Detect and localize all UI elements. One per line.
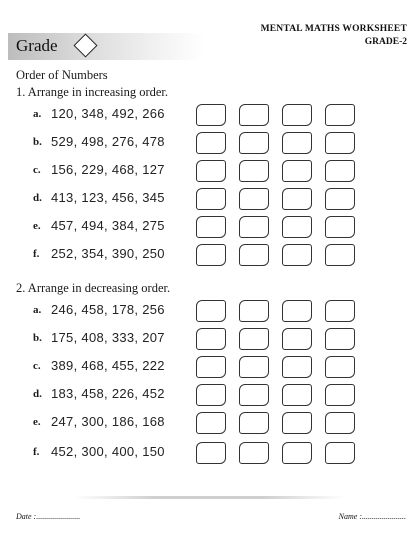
worksheet-grade: GRADE-2	[364, 37, 407, 47]
answer-box[interactable]	[282, 412, 312, 434]
answer-box[interactable]	[325, 442, 355, 464]
answer-box[interactable]	[325, 132, 355, 154]
section-2-row-f	[0, 440, 420, 468]
answer-box[interactable]	[325, 356, 355, 378]
answer-box[interactable]	[325, 244, 355, 266]
section-1-row-d	[0, 186, 420, 214]
date-field: Date :......................	[16, 512, 81, 521]
row-letter: d.	[33, 388, 42, 400]
row-numbers: 413, 123, 456, 345	[51, 190, 165, 205]
row-numbers: 183, 458, 226, 452	[51, 386, 165, 401]
row-numbers: 389, 468, 455, 222	[51, 358, 165, 373]
answer-box[interactable]	[239, 300, 269, 322]
answer-box[interactable]	[325, 188, 355, 210]
answer-box[interactable]	[282, 160, 312, 182]
answer-box[interactable]	[282, 442, 312, 464]
answer-box[interactable]	[282, 300, 312, 322]
answer-box[interactable]	[196, 300, 226, 322]
row-numbers: 246, 458, 178, 256	[51, 302, 165, 317]
answer-box[interactable]	[196, 104, 226, 126]
answer-box[interactable]	[196, 244, 226, 266]
row-numbers: 457, 494, 384, 275	[51, 218, 165, 233]
section-1-row-e	[0, 214, 420, 242]
answer-box[interactable]	[282, 244, 312, 266]
row-letter: d.	[33, 192, 42, 204]
section-2-heading: 2. Arrange in decreasing order.	[16, 281, 171, 295]
answer-box[interactable]	[282, 104, 312, 126]
section-1-heading: 1. Arrange in increasing order.	[16, 85, 169, 99]
section-2-row-d	[0, 382, 420, 410]
topic-title: Order of Numbers	[16, 68, 108, 82]
row-letter: f.	[33, 446, 40, 458]
answer-box[interactable]	[325, 328, 355, 350]
row-letter: b.	[33, 332, 42, 344]
answer-box[interactable]	[239, 356, 269, 378]
answer-box[interactable]	[239, 442, 269, 464]
row-letter: a.	[33, 108, 42, 120]
answer-box[interactable]	[196, 188, 226, 210]
row-numbers: 452, 300, 400, 150	[51, 444, 165, 459]
answer-box[interactable]	[196, 442, 226, 464]
footer-divider	[74, 496, 344, 499]
section-1-row-c	[0, 158, 420, 186]
name-field: Name :......................	[338, 512, 406, 521]
answer-box[interactable]	[325, 384, 355, 406]
row-numbers: 175, 408, 333, 207	[51, 330, 165, 345]
answer-box[interactable]	[282, 132, 312, 154]
answer-box[interactable]	[282, 216, 312, 238]
answer-box[interactable]	[282, 356, 312, 378]
row-letter: c.	[33, 164, 41, 176]
grade-label: Grade	[16, 36, 58, 55]
answer-box[interactable]	[325, 412, 355, 434]
answer-box[interactable]	[196, 216, 226, 238]
answer-box[interactable]	[325, 300, 355, 322]
row-letter: f.	[33, 248, 40, 260]
answer-box[interactable]	[325, 160, 355, 182]
row-numbers: 529, 498, 276, 478	[51, 134, 165, 149]
answer-box[interactable]	[239, 216, 269, 238]
row-numbers: 247, 300, 186, 168	[51, 414, 165, 429]
answer-box[interactable]	[239, 244, 269, 266]
section-2-row-c	[0, 354, 420, 382]
row-letter: a.	[33, 304, 42, 316]
section-2-row-a	[0, 298, 420, 326]
row-letter: e.	[33, 416, 41, 428]
answer-box[interactable]	[282, 384, 312, 406]
section-1-row-f	[0, 242, 420, 270]
answer-box[interactable]	[196, 356, 226, 378]
row-letter: c.	[33, 360, 41, 372]
answer-box[interactable]	[282, 328, 312, 350]
section-2-row-e	[0, 410, 420, 438]
answer-box[interactable]	[239, 104, 269, 126]
answer-box[interactable]	[239, 328, 269, 350]
answer-box[interactable]	[196, 384, 226, 406]
row-letter: b.	[33, 136, 42, 148]
row-numbers: 156, 229, 468, 127	[51, 162, 165, 177]
row-numbers: 252, 354, 390, 250	[51, 246, 165, 261]
answer-box[interactable]	[325, 104, 355, 126]
answer-box[interactable]	[239, 384, 269, 406]
worksheet-title: MENTAL MATHS WORKSHEET	[260, 24, 407, 34]
section-1-row-b	[0, 130, 420, 158]
answer-box[interactable]	[325, 216, 355, 238]
section-2-row-b	[0, 326, 420, 354]
answer-box[interactable]	[196, 328, 226, 350]
answer-box[interactable]	[239, 132, 269, 154]
answer-box[interactable]	[282, 188, 312, 210]
answer-box[interactable]	[239, 160, 269, 182]
answer-box[interactable]	[196, 132, 226, 154]
row-letter: e.	[33, 220, 41, 232]
section-1-row-a	[0, 102, 420, 130]
answer-box[interactable]	[196, 412, 226, 434]
answer-box[interactable]	[196, 160, 226, 182]
answer-box[interactable]	[239, 188, 269, 210]
answer-box[interactable]	[239, 412, 269, 434]
row-numbers: 120, 348, 492, 266	[51, 106, 165, 121]
